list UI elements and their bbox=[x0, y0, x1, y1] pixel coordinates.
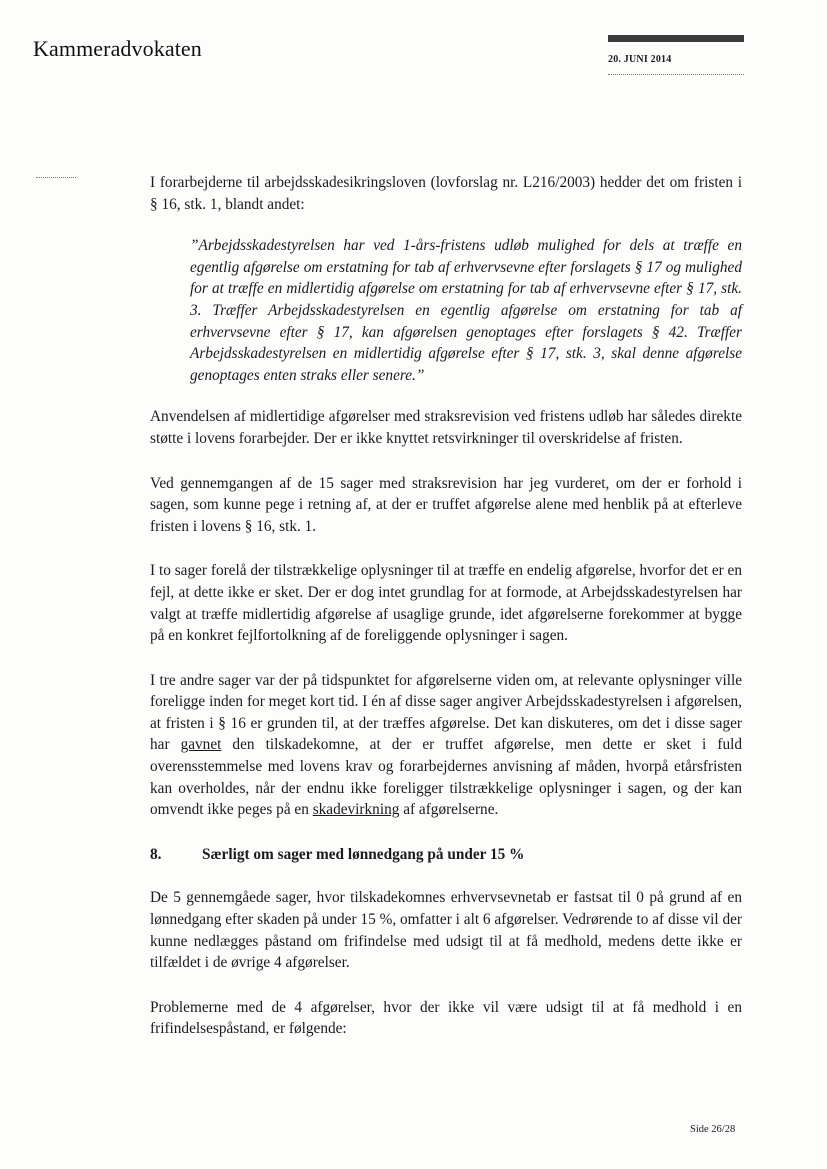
header-bar bbox=[608, 35, 744, 42]
paragraph-text: I tre andre sager var der på tidspunktet for afgørelserne viden om, at relevante oplysninger ville foreligge inden for meget kort tid. I én af disse sager angiver Arbejdsskadestyrelsen i afgørelsen, at fristen i § 16 er grunden til, at der træffes afgørelse. Det kan diskuteres, om det i disse sager har bbox=[150, 671, 742, 754]
document-body bbox=[150, 172, 742, 1040]
paragraph: I to sager forelå der tilstrækkelige oplysninger til at træffe en endelig afgørelse, hvorfor det er en fejl, at dette ikke er sket. Der er dog intet grundlag for at formode, at Arbejdsskadestyrelsen har valgt at træffe midlertidig afgørelse af usaglige grunde, idet afgørelserne forekommer at bygge på en konkret fejlfortolkning af de foreliggende oplysninger i sagen. bbox=[150, 562, 742, 645]
section-title: Særligt om sager med lønnedgang på under 15 % bbox=[202, 845, 525, 863]
section-heading bbox=[150, 844, 742, 866]
paragraph-text: af afgørelserne. bbox=[399, 801, 499, 819]
underlined-text: gavnet bbox=[180, 736, 222, 754]
paragraph: Anvendelsen af midlertidige afgørelser med straksrevision ved fristens udløb har således direkte støtte i lovens forarbejder. Der er ikke knyttet retsvirkninger til overskridelse af fristen. bbox=[150, 408, 742, 447]
margin-divider bbox=[36, 177, 76, 178]
paragraph: Problemerne med de 4 afgørelser, hvor der ikke vil være udsigt til at få medhold i en frifindelsespåstand, er følgende: bbox=[150, 998, 742, 1038]
section-number: 8. bbox=[150, 845, 162, 863]
firm-name: Kammeradvokaten bbox=[33, 36, 202, 61]
page-number: Side 26/28 bbox=[690, 1124, 736, 1135]
paragraph: Ved gennemgangen af de 15 sager med straksrevision har jeg vurderet, om der er forhold i sagen, som kunne pege i retning af, at der er truffet afgørelse alene med henblik på at efterleve fristen i lovens § 16, stk. 1. bbox=[150, 474, 742, 535]
paragraph: De 5 gennemgåede sager, hvor tilskadekomnes erhvervsevnetab er fastsat til 0 på grund af en lønnedgang efter skaden på under 15 %, omfatter i alt 6 afgørelser. Vedrørende to af disse vil der kunne nedlægges påstand om frifindelse med udsigt til at få medhold, medens dette ikke er tilfældet i de øvrige 4 afgørelser. bbox=[150, 889, 742, 972]
paragraph-text: den tilskadekomne, at der er truffet afgørelse, men dette er sket i fuld overensstemmelse med lovens krav og forarbejdernes anvisning af måden, hvorpå etårsfristen kan overholdes, når der endnu ikke foreligger tilstrækkelige oplysninger i sagen, og der kan omvendt ikke peges på en bbox=[150, 736, 742, 819]
underlined-text: skadevirkning bbox=[312, 801, 400, 819]
header-divider bbox=[608, 74, 744, 75]
block-quote: ”Arbejdsskadestyrelsen har ved 1-års-fristens udløb mulighed for dels at træffe en egentlig afgørelse om erstatning for tab af erhvervsevne efter forslagets § 17 og mulighed for at træffe en midlertidig afgørelse om erstatning for tab af erhvervsevne efter § 17, stk. 3. Træffer Arbejdsskadestyrelsen en egentlig afgørelse om erstatning for tab af erhvervsevne efter § 17, kan afgørelsen genoptages efter forslagets § 42. Træffer Arbejdsskadestyrelsen en midlertidig afgørelse efter § 17, stk. 3, skal denne afgørelse genoptages enten straks eller senere.” bbox=[190, 237, 742, 384]
paragraph bbox=[150, 670, 742, 821]
document-date: 20. JUNI 2014 bbox=[608, 54, 672, 65]
paragraph-intro: I forarbejderne til arbejdsskadesikringsloven (lovforslag nr. L216/2003) hedder det om fristen i § 16, stk. 1, blandt andet: bbox=[150, 174, 742, 213]
